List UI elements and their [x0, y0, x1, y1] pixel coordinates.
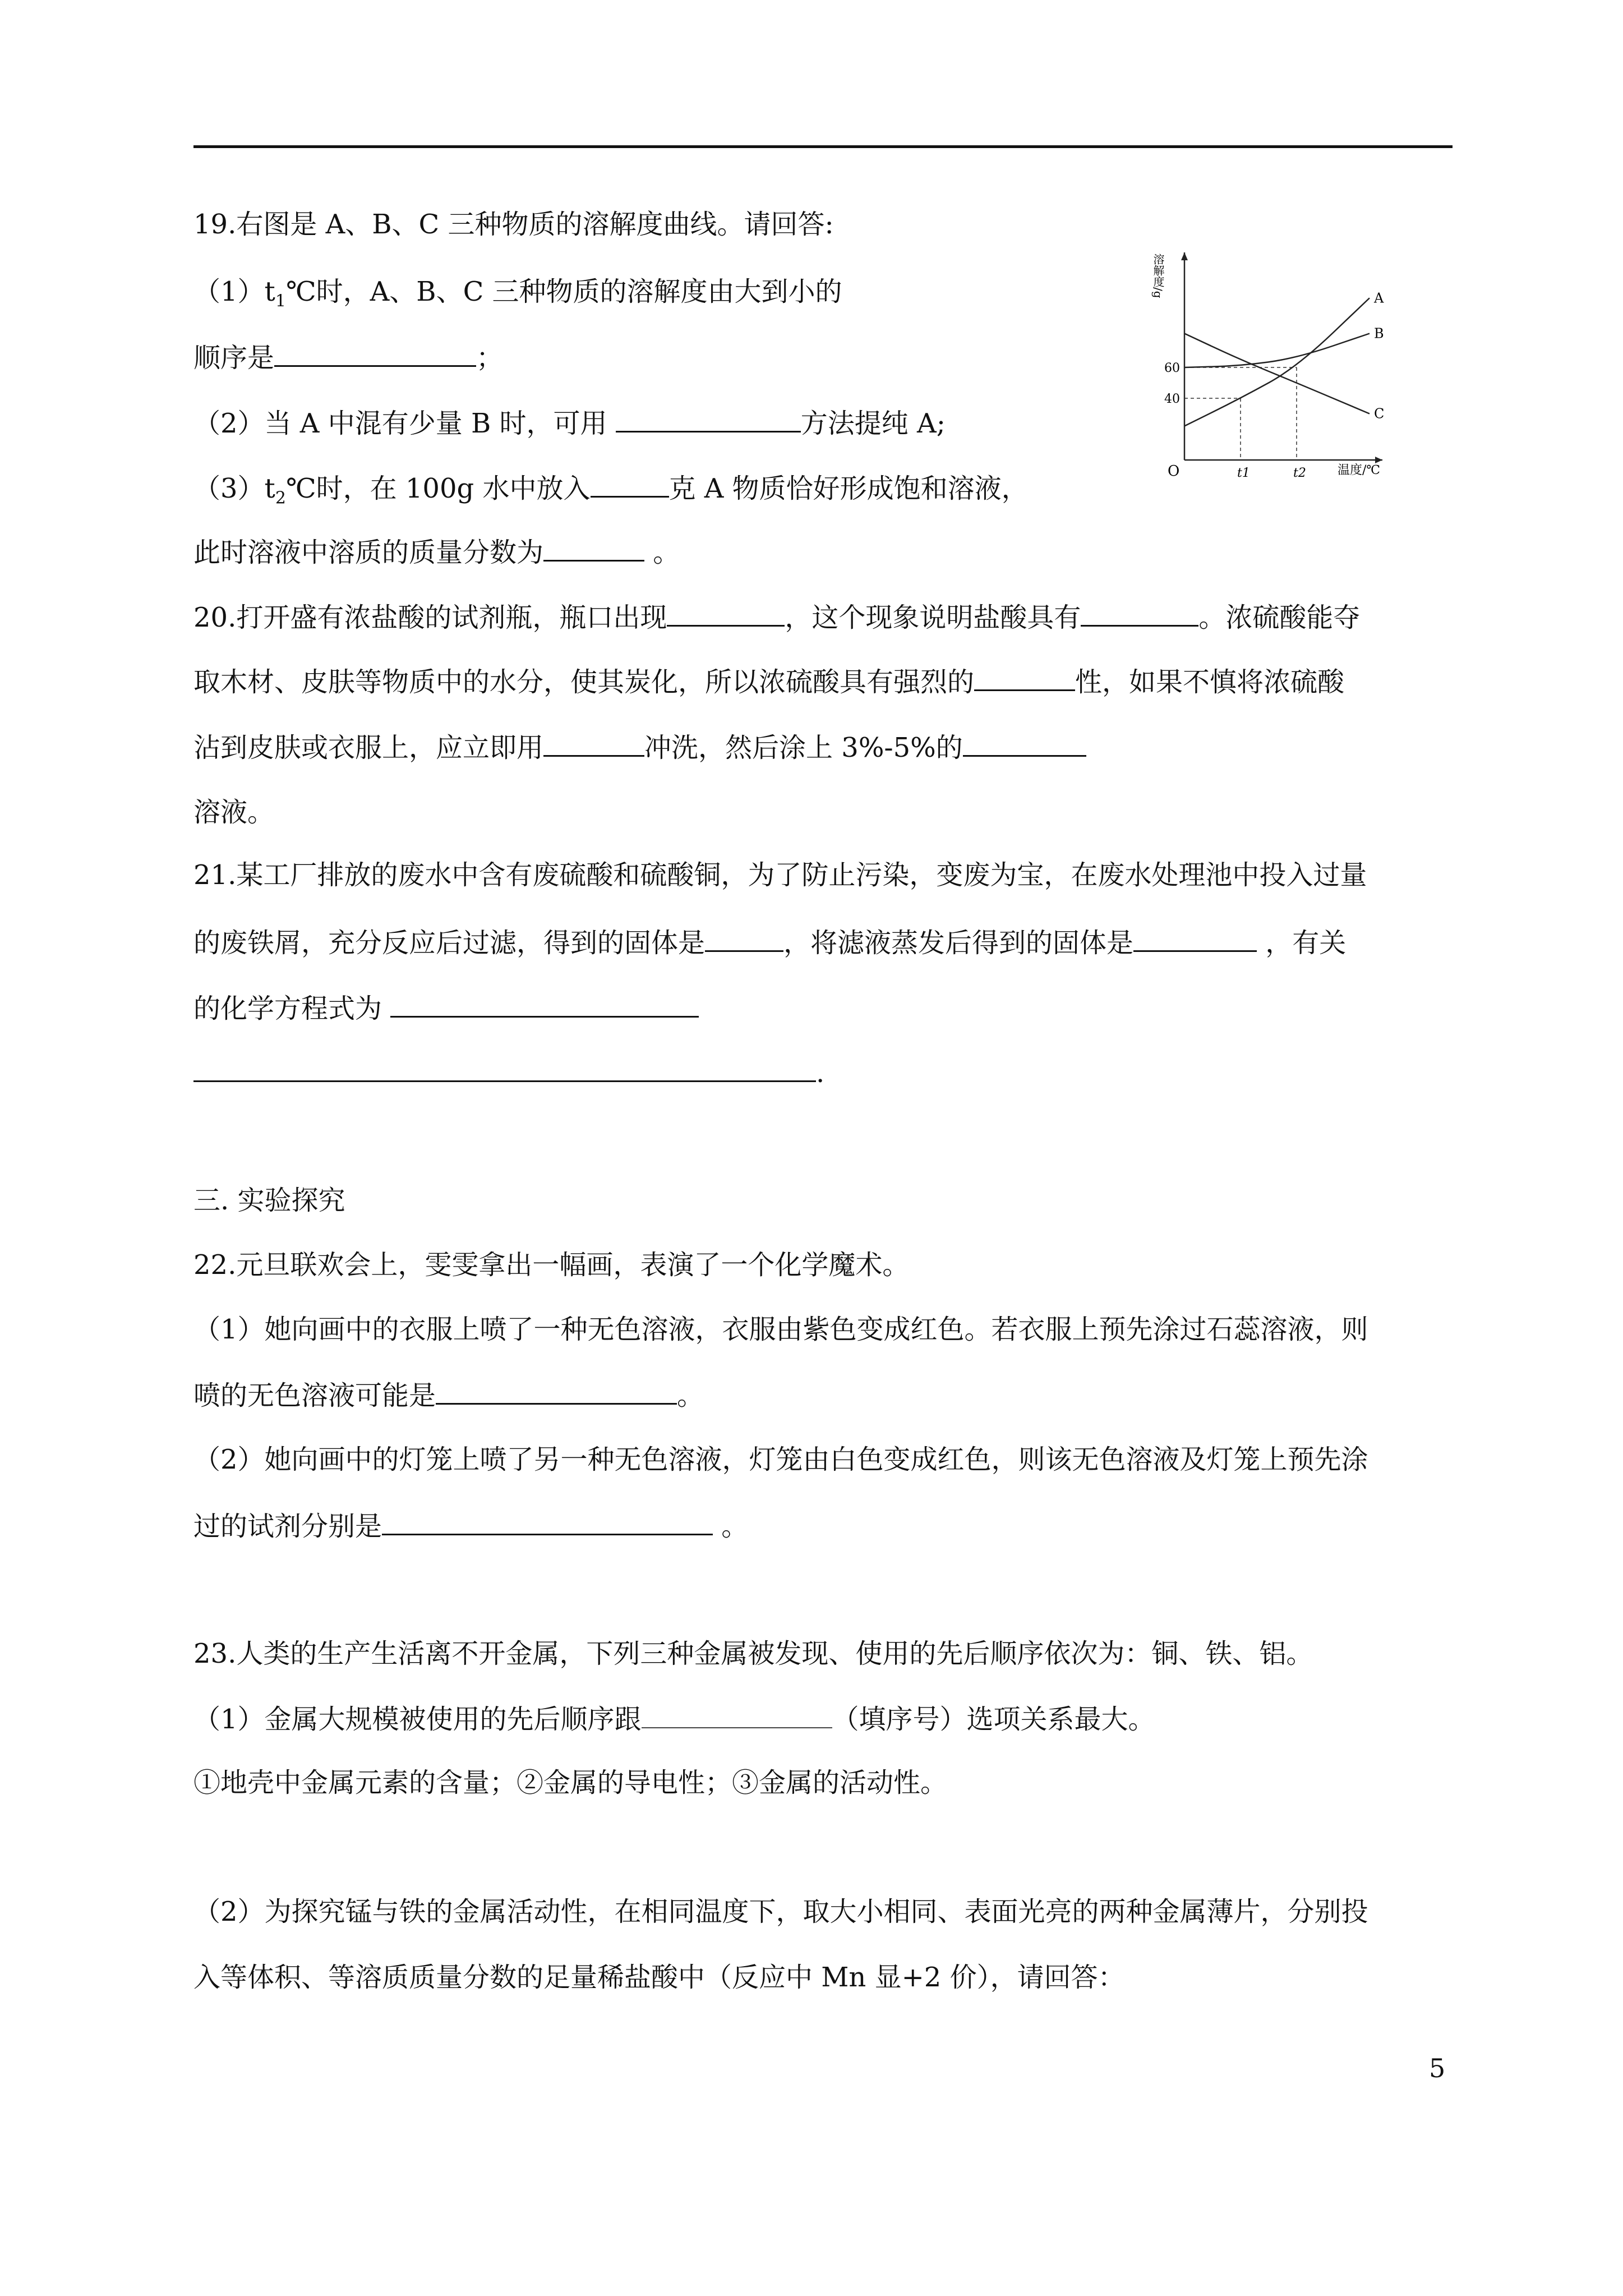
q20-line4: 溶液。	[193, 797, 275, 828]
answer-blank[interactable]	[1081, 599, 1198, 627]
q20-line2: 取木材、皮肤等物质中的水分，使其炭化，所以浓硫酸具有强烈的 性，如果不慎将浓硫酸	[193, 664, 1344, 699]
q19-part3-line1: $(3)t_2℃$时，在 100g 水中放入 克 A 物质恰好形成饱和溶液，	[193, 470, 1029, 516]
q19-stem: 19.右图是 A、B、C 三种物质的溶解度曲线。请回答:	[193, 209, 834, 240]
answer-blank[interactable]	[543, 729, 644, 757]
curve-label-a: A	[1374, 290, 1384, 306]
q23-part2-line1: （2）为探究锰与铁的金属活动性，在相同温度下，取大小相同、表面光亮的两种金属薄片，分别投	[193, 1896, 1368, 1927]
q19-part2: （2）当 A 中混有少量 B 时，可用 方法提纯 A;	[193, 405, 946, 440]
q19-part1-line2: 顺序是 ；	[193, 339, 503, 375]
curve-b	[1184, 334, 1370, 368]
answer-blank[interactable]	[390, 990, 699, 1018]
y-axis-arrow	[1181, 252, 1188, 260]
q19-part1-line1: $(1)t_1℃$时，A、B、C 三种物质的溶解度由大到小的	[193, 276, 842, 311]
answer-blank[interactable]	[382, 1508, 713, 1535]
answer-blank[interactable]	[193, 1055, 816, 1082]
curve-c	[1184, 334, 1370, 414]
y-tick-label: 40	[1164, 392, 1180, 406]
q22-part1-line1: （1）她向画中的衣服上喷了一种无色溶液，衣服由紫色变成红色。若衣服上预先涂过石蕊溶液，则	[193, 1314, 1368, 1345]
answer-blank[interactable]	[667, 599, 785, 627]
q22-part1-line2: 喷的无色溶液可能是 。	[193, 1377, 704, 1412]
answer-blank[interactable]	[591, 470, 669, 498]
solubility-chart	[1151, 236, 1391, 482]
y-tick-label: 60	[1164, 361, 1180, 375]
answer-blank[interactable]	[963, 729, 1086, 757]
q19-part3-line2: 此时溶液中溶质的质量分数为 。	[193, 534, 680, 569]
q21-line1: 21.某工厂排放的废水中含有废硫酸和硫酸铜，为了防止污染，变废为宝，在废水处理池中投入过量	[193, 859, 1367, 891]
q21-line3: 的化学方程式为	[193, 990, 699, 1025]
page-number: 5	[1429, 2053, 1446, 2083]
origin-label: O	[1168, 463, 1180, 480]
curve-a	[1184, 298, 1370, 426]
q23-stem: 23.人类的生产生活离不开金属，下列三种金属被发现、使用的先后顺序依次为：铜、铁、铝。	[193, 1638, 1313, 1669]
header-rule	[193, 145, 1453, 148]
q23-options: ①地壳中金属元素的含量；②金属的导电性；③金属的活动性。	[193, 1767, 948, 1798]
q23-part2-line2: 入等体积、等溶质质量分数的足量稀盐酸中（反应中 Mn 显+2 价），请回答：	[193, 1962, 1125, 1993]
q21-line4: .	[193, 1055, 824, 1090]
answer-blank[interactable]	[705, 924, 783, 952]
answer-blank[interactable]	[436, 1377, 677, 1405]
curve-label-c: C	[1374, 406, 1385, 422]
x-axis-label: 温度/℃	[1338, 463, 1381, 477]
answer-blank[interactable]	[274, 339, 476, 367]
y-axis-label: 溶解度/g	[1151, 254, 1165, 298]
q20-line3: 沾到皮肤或衣服上，应立即用 冲洗，然后涂上 3%-5%的	[193, 729, 1086, 765]
curve-label-b: B	[1374, 325, 1384, 342]
q20-line1: 20.打开盛有浓盐酸的试剂瓶，瓶口出现 ，这个现象说明盐酸具有 。浓硫酸能夺	[193, 599, 1360, 634]
q22-part2-line1: （2）她向画中的灯笼上喷了另一种无色溶液，灯笼由白色变成红色，则该无色溶液及灯笼上预先涂	[193, 1444, 1368, 1475]
q23-part1: （1）金属大规模被使用的先后顺序跟 （填序号）选项关系最大。	[193, 1701, 1155, 1736]
answer-blank[interactable]	[974, 664, 1075, 691]
q22-stem: 22.元旦联欢会上，雯雯拿出一幅画，表演了一个化学魔术。	[193, 1249, 910, 1281]
answer-blank[interactable]	[543, 534, 644, 562]
q21-line2: 的废铁屑，充分反应后过滤，得到的固体是 ，将滤液蒸发后得到的固体是 ，有关	[193, 924, 1346, 960]
answer-blank[interactable]	[616, 405, 801, 432]
answer-blank[interactable]	[642, 1701, 832, 1728]
x-axis-arrow	[1375, 457, 1382, 463]
q22-part2-line2: 过的试剂分别是 。	[193, 1508, 748, 1543]
answer-blank[interactable]	[1133, 924, 1257, 952]
x-tick-label: t1	[1237, 466, 1250, 480]
section-heading: 三. 实验探究	[193, 1185, 345, 1216]
x-tick-label: t2	[1293, 466, 1306, 480]
